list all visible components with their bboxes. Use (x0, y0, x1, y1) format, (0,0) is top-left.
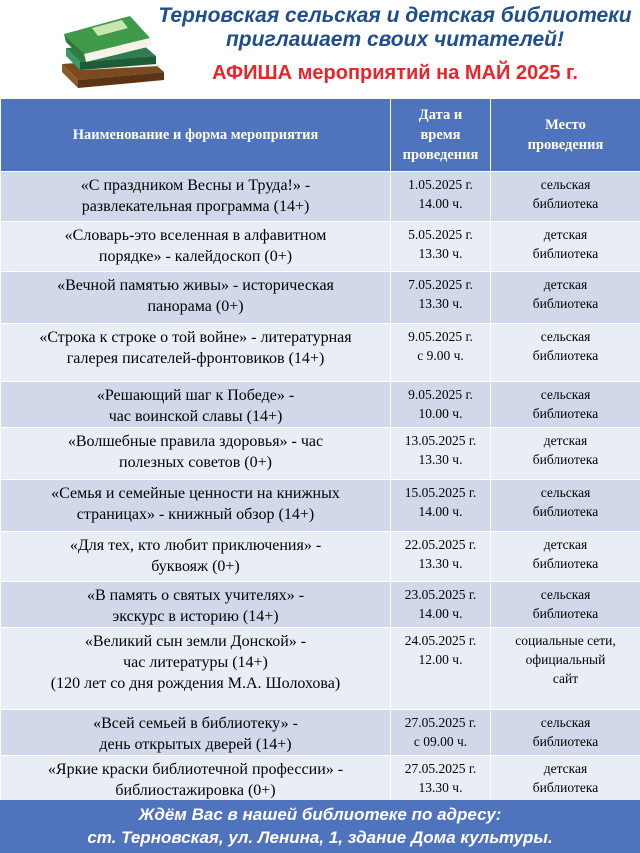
event-date-cell (391, 756, 491, 802)
event-date-cell (391, 172, 491, 222)
event-date-cell-line: 24.05.2025 г. (404, 633, 477, 648)
header-place-line: Место (545, 117, 586, 133)
event-place-cell-line: официальный (525, 652, 606, 667)
poster-header (0, 0, 640, 98)
table-row (1, 428, 640, 480)
event-name-cell (1, 532, 391, 582)
table-row (1, 222, 640, 272)
event-name-cell-line: «Всей семьей в библиотеку» - (93, 715, 298, 732)
event-place-cell-line: сайт (552, 671, 579, 686)
table-header-row (1, 99, 640, 172)
event-name-cell-line: «Для тех, кто любит приключения» - (69, 537, 322, 554)
table-row (1, 582, 640, 628)
event-place-cell-line: библиотека (532, 780, 599, 795)
event-date-cell-line: 13.30 ч. (418, 780, 463, 795)
event-date-cell-line: 7.05.2025 г. (408, 277, 473, 292)
table-row (1, 756, 640, 802)
event-name-cell-line: панорама (0+) (147, 298, 244, 315)
event-date-cell-line: 10.00 ч. (418, 406, 463, 421)
event-name-cell (1, 756, 391, 802)
event-name-cell-line: день открытых дверей (14+) (99, 736, 292, 753)
event-place-cell-line: библиотека (532, 406, 599, 421)
event-date-cell-line: 9.05.2025 г. (408, 387, 473, 402)
event-place-cell (491, 582, 640, 628)
event-place-cell-line: библиотека (532, 246, 599, 261)
event-place-cell (491, 382, 640, 428)
event-place-cell (491, 324, 640, 382)
table-row (1, 324, 640, 382)
event-date-cell-line: 23.05.2025 г. (404, 587, 477, 602)
header-date-line: Дата и (418, 107, 463, 123)
event-place-cell-line: библиотека (532, 452, 599, 467)
event-name-cell-line: библиостажировка (0+) (115, 782, 276, 799)
event-place-cell-line: детская (543, 277, 588, 292)
event-name-cell (1, 582, 391, 628)
title-line-1: Терновская сельская и детская библиотеки (158, 4, 632, 27)
event-place-cell-line: сельская (540, 485, 591, 500)
event-date-cell-line: 27.05.2025 г. (404, 761, 477, 776)
event-name-cell (1, 382, 391, 428)
event-date-cell (391, 222, 491, 272)
event-place-cell (491, 756, 640, 802)
event-name-cell (1, 428, 391, 480)
event-name-cell (1, 324, 391, 382)
event-date-cell (391, 382, 491, 428)
event-place-cell-line: сельская (540, 177, 591, 192)
events-table (0, 98, 640, 802)
event-date-cell-line: 1.05.2025 г. (408, 177, 473, 192)
event-date-cell (391, 628, 491, 710)
event-date-cell-line: 22.05.2025 г. (404, 537, 477, 552)
poster-subtitle: АФИША мероприятий на МАЙ 2025 г. (212, 62, 578, 84)
event-date-cell-line: 9.05.2025 г. (408, 329, 473, 344)
header-place-line: проведения (527, 137, 604, 153)
event-date-cell (391, 324, 491, 382)
event-date-cell (391, 582, 491, 628)
event-date-cell (391, 532, 491, 582)
event-place-cell (491, 272, 640, 324)
event-date-cell-line: 13.30 ч. (418, 246, 463, 261)
event-name-cell (1, 222, 391, 272)
event-place-cell-line: сельская (540, 387, 591, 402)
table-row (1, 272, 640, 324)
event-name-cell-line: «Волшебные правила здоровья» - час (67, 433, 324, 450)
event-date-cell-line: 12.00 ч. (418, 652, 463, 667)
event-place-cell-line: сельская (540, 587, 591, 602)
event-date-cell (391, 428, 491, 480)
header-date-line: время (420, 127, 461, 143)
event-name-cell-line: «Вечной памятью живы» - историческая (57, 277, 334, 294)
event-place-cell-line: детская (543, 227, 588, 242)
event-place-cell (491, 480, 640, 532)
title-line-2: приглашает своих читателей! (225, 28, 565, 51)
event-date-cell-line: 14.00 ч. (418, 504, 463, 519)
event-place-cell-line: библиотека (532, 504, 599, 519)
event-name-cell-line: час воинской славы (14+) (108, 408, 283, 425)
event-name-cell-line: «С праздником Весны и Труда!» - (80, 177, 311, 194)
event-date-cell (391, 710, 491, 756)
event-name-cell-line: экскурс в историю (14+) (112, 608, 279, 625)
event-place-cell-line: библиотека (532, 606, 599, 621)
table-row (1, 480, 640, 532)
event-name-cell-line: «Яркие краски библиотечной профессии» - (47, 761, 344, 778)
table-row (1, 628, 640, 710)
event-place-cell-line: библиотека (532, 296, 599, 311)
event-date-cell-line: 27.05.2025 г. (404, 715, 477, 730)
event-date-cell-line: 13.30 ч. (418, 556, 463, 571)
event-place-cell-line: детская (543, 761, 588, 776)
event-date-cell (391, 480, 491, 532)
event-date-cell-line: с 9.00 ч. (417, 348, 464, 363)
table-row (1, 532, 640, 582)
header-date-line: проведения (402, 147, 479, 163)
event-date-cell-line: 14.00 ч. (418, 606, 463, 621)
event-place-cell-line: библиотека (532, 734, 599, 749)
table-row (1, 382, 640, 428)
event-name-cell-line: «Строка к строке о той войне» - литературная (39, 329, 352, 346)
header-event-name: Наименование и форма мероприятия (1, 99, 391, 172)
header-date (391, 99, 491, 172)
event-place-cell-line: сельская (540, 329, 591, 344)
table-row (1, 710, 640, 756)
event-date-cell-line: с 09.00 ч. (413, 734, 468, 749)
event-place-cell (491, 628, 640, 710)
address-footer (0, 800, 640, 853)
event-name-cell (1, 710, 391, 756)
event-place-cell-line: библиотека (532, 196, 599, 211)
event-place-cell-line: библиотека (532, 348, 599, 363)
event-date-cell (391, 272, 491, 324)
event-name-cell-line: развлекательная программа (14+) (81, 198, 310, 215)
event-name-cell-line: «Великий сын земли Донской» - (84, 633, 307, 650)
event-name-cell-line: порядке» - калейдоскоп (0+) (98, 248, 293, 265)
event-date-cell-line: 13.30 ч. (418, 452, 463, 467)
event-name-cell (1, 172, 391, 222)
event-place-cell (491, 710, 640, 756)
event-place-cell-line: детская (543, 537, 588, 552)
event-place-cell-line: детская (543, 433, 588, 448)
event-date-cell-line: 13.30 ч. (418, 296, 463, 311)
event-name-cell-line: полезных советов (0+) (119, 454, 272, 471)
event-name-cell-line: буквояж (0+) (151, 558, 240, 575)
library-title (150, 4, 640, 52)
event-name-cell-line: «Словарь-это вселенная в алфавитном (64, 227, 327, 244)
event-place-cell (491, 428, 640, 480)
footer-line-1: Ждём Вас в нашей библиотеке по адресу: (138, 805, 502, 824)
event-name-cell-line: (120 лет со дня рождения М.А. Шолохова) (50, 675, 341, 692)
event-date-cell-line: 14.00 ч. (418, 196, 463, 211)
event-name-cell-line: галерея писателей-фронтовиков (14+) (66, 350, 325, 367)
event-place-cell-line: социальные сети, (515, 633, 616, 648)
event-place-cell (491, 222, 640, 272)
header-place (491, 99, 640, 172)
event-date-cell-line: 15.05.2025 г. (404, 485, 477, 500)
event-name-cell (1, 272, 391, 324)
event-name-cell (1, 480, 391, 532)
table-row (1, 172, 640, 222)
event-place-cell (491, 532, 640, 582)
footer-line-2: ст. Терновская, ул. Ленина, 1, здание Дома культуры. (87, 828, 553, 847)
event-name-cell-line: «Решающий шаг к Победе» - (96, 387, 295, 404)
event-name-cell-line: час литературы (14+) (123, 654, 268, 671)
event-name-cell-line: страницах» - книжный обзор (14+) (76, 506, 315, 523)
event-date-cell-line: 13.05.2025 г. (404, 433, 477, 448)
event-name-cell-line: «В память о святых учителях» - (86, 587, 305, 604)
event-name-cell-line: «Семья и семейные ценности на книжных (51, 485, 340, 502)
event-date-cell-line: 5.05.2025 г. (408, 227, 473, 242)
event-place-cell-line: сельская (540, 715, 591, 730)
event-place-cell (491, 172, 640, 222)
event-name-cell (1, 628, 391, 710)
event-place-cell-line: библиотека (532, 556, 599, 571)
